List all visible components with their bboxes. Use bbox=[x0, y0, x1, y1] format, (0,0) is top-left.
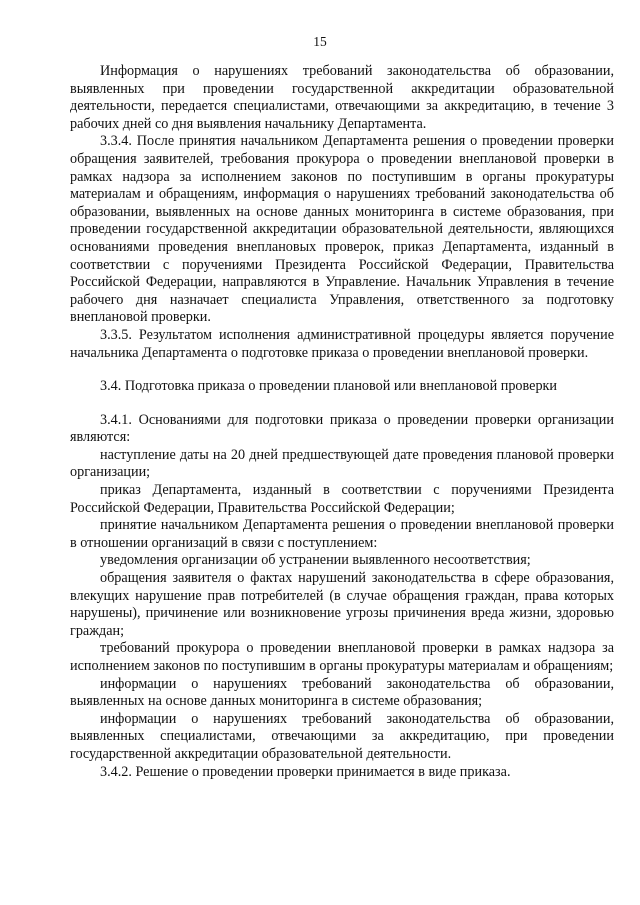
spacer bbox=[70, 362, 614, 378]
section-title-3-4: 3.4. Подготовка приказа о проведении плановой или внеплановой проверки bbox=[100, 378, 558, 395]
paragraph-3-3-4: 3.3.4. После принятия начальником Департамента решения о проведении проверки обращения заявителей, требования прокурора о проведении внеплановой проверки в рамках надзора за исполнением законов по поступившим в органы прокуратуры материалам и обращениям, информация о нарушениях требований законодательства об образовании, выявленных на основе данных мониторинга в системе образования, при проведении государственной аккредитации образовательной деятельности, являющихся основаниями проведения внеплановых проверок, приказ Департамента, изданный в соответствии с поручениями Президента Российской Федерации, Правительства Российской Федерации, направляются в Управление. Начальник Управления в течение рабочего дня назначает специалиста Управления, ответственного за подготовку внеплановой проверки. bbox=[70, 133, 614, 326]
paragraph-accreditation-violations: информации о нарушениях требований законодательства об образовании, выявленных специалистами, отвечающими за аккредитацию, при проведении государственной аккредитации образовательной деятельности. bbox=[70, 710, 614, 762]
paragraph-monitoring-info: информации о нарушениях требований законодательства об образовании, выявленных на основе данных мониторинга в системе образования; bbox=[70, 675, 614, 710]
paragraph-unplanned-decision: принятие начальником Департамента решения о проведении внеплановой проверки в отношении организаций в связи с поступлением: bbox=[70, 517, 614, 551]
spacer bbox=[70, 396, 614, 412]
paragraph-3-4-2: 3.4.2. Решение о проведении проверки принимается в виде приказа. bbox=[100, 763, 511, 780]
paragraph-department-order: приказ Департамента, изданный в соответствии с поручениями Президента Российской Федерации, Правительства Российской Федерации; bbox=[70, 482, 614, 516]
paragraph-3-4-1: 3.4.1. Основаниями для подготовки приказа о проведении проверки организации являются: bbox=[70, 411, 614, 446]
paragraph-applicant-appeal: обращения заявителя о фактах нарушений законодательства в сфере образования, влекущих нарушение прав потребителей (в случае обращения граждан, права которых нарушены), причинение или возникновение угрозы причинения вреда жизни, здоровью граждан; bbox=[70, 570, 614, 639]
paragraph-prosecutor-demand: требований прокурора о проведении внеплановой проверки в рамках надзора за исполнением законов по поступившим в органы прокуратуры материалам и обращениям; bbox=[70, 640, 614, 674]
paragraph-3-3-5: 3.3.5. Результатом исполнения административной процедуры является поручение начальника Департамента о подготовке приказа о проведении внеплановой проверки. bbox=[70, 326, 614, 361]
paragraph-planned-date: наступление даты на 20 дней предшествующей дате проведения плановой проверки организации; bbox=[70, 446, 614, 481]
paragraph-accreditation-info: Информация о нарушениях требований законодательства об образовании, выявленных при проведении государственной аккредитации образовательной деятельности, передается специалистами, отвечающими за аккредитацию, в течение 3 рабочих дней со дня выявления начальнику Департамента. bbox=[70, 63, 614, 132]
page-number: 15 bbox=[313, 34, 327, 49]
paragraph-notification: уведомления организации об устранении выявленного несоответствия; bbox=[100, 552, 531, 569]
document-body bbox=[70, 63, 614, 781]
